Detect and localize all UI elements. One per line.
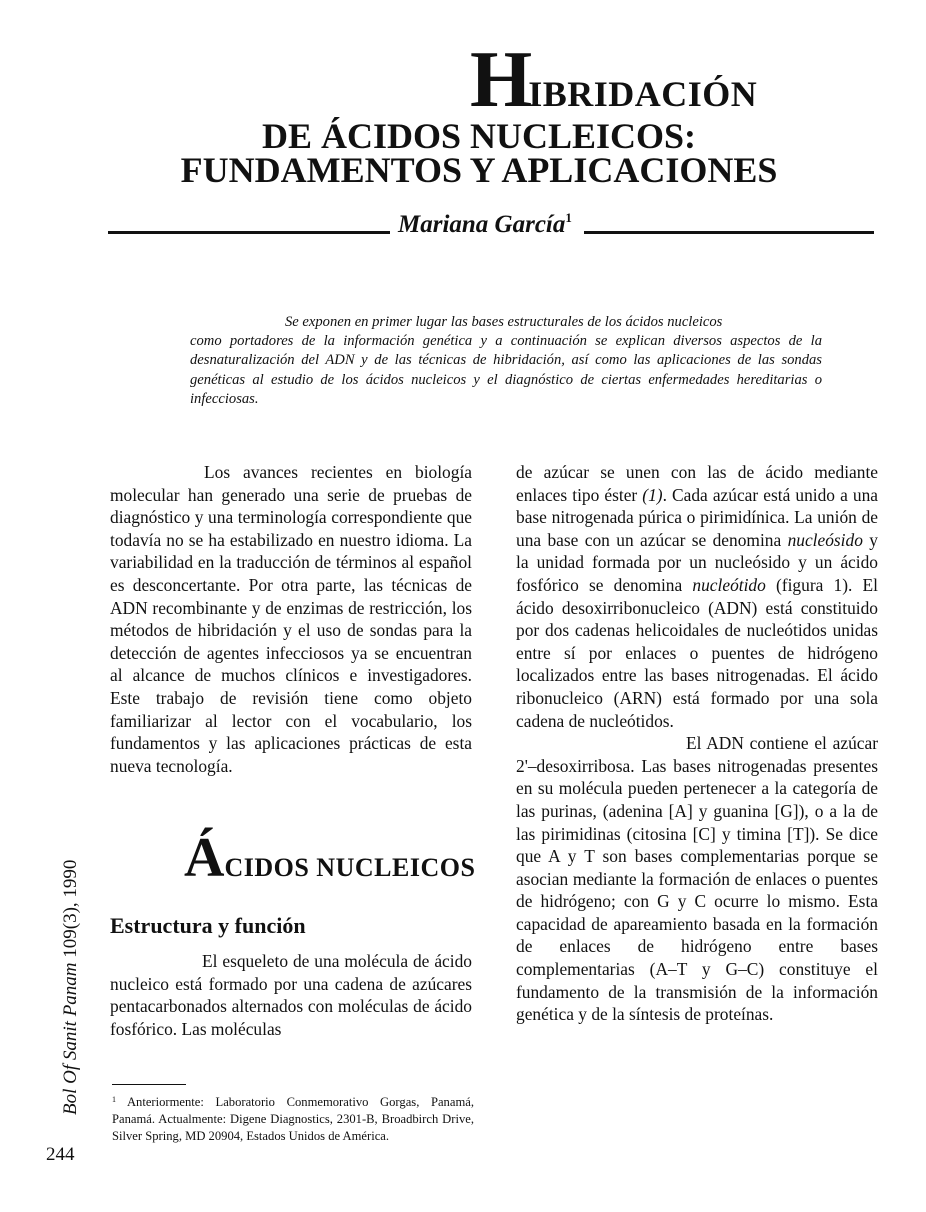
- footnote-mark: 1: [112, 1095, 116, 1104]
- page-number: 244: [46, 1144, 75, 1165]
- right-paragraph-2: El ADN contiene el azúcar 2'–desoxirribosa. Las bases nitrogenadas presentes en su molécula pueden pertenecer a la categoría de las purinas, (adenina [A] y guanina [G]), o a la de las pirimidinas (citosina [C] y timina [T]). Se dice que A y T son bases complementarias porque se asocian mediante la formación de enlaces o puentes de hidrógeno; con G y C ocurre lo mismo. Esta capacidad de apareamiento basada en la formación de enlaces de hidrógeno entre bases complementarias (A–T y G–C) constituye el fundamento de la transmisión de la información genética y de la síntesis de proteínas.: [516, 733, 878, 1025]
- title-line-2: DE ÁCIDOS NUCLEICOS:: [261, 116, 697, 156]
- right-paragraph-1: [516, 461, 878, 732]
- footnote-rule: [112, 1084, 186, 1085]
- author-footnote-mark: 1: [565, 210, 572, 225]
- term-nucleosido: nucleósido: [787, 529, 863, 550]
- footnote-text: Anteriormente: Laboratorio Conmemorativo Gorgas, Panamá, Panamá. Actualmente: Digene Diagnostics, 2301-B, Broadbirch Drive, Silver Spring, MD 20904, Estados Unidos de América.: [112, 1095, 474, 1143]
- right-p1-a: de azúcar se unen con las de ácido mediante enlaces tipo éster: [516, 462, 878, 505]
- section-paragraph: El esqueleto de una molécula de ácido nucleico está formado por una cadena de azúcares pentacarbonados alternados con moléculas de ácido fosfórico. Las moléculas: [110, 951, 472, 1039]
- term-nucleotido: nucleótido: [692, 574, 766, 595]
- right-column: [516, 461, 878, 1026]
- right-p1-d: (figura 1). El ácido desoxirribonucleico (ADN) está constituido por dos cadenas helicoidales de nucleótidos unidas entre sí por enlaces o puentes de hidrógeno localizados entre las bases nitrogenadas. El ácido ribonucleico (ARN) está formado por una sola cadena de nucleótidos.: [516, 574, 878, 731]
- left-column-intro: [110, 461, 472, 777]
- author-rule-right: [584, 231, 874, 234]
- reference-1: (1): [642, 484, 663, 505]
- title-initial-letter: H: [470, 36, 531, 124]
- footnote: [112, 1092, 474, 1144]
- author-name-text: Mariana García: [398, 211, 566, 238]
- journal-name: Bol Of Sanit Panam: [60, 962, 81, 1115]
- section-initial-letter: Á: [184, 827, 225, 889]
- abstract: [190, 313, 822, 409]
- title-line-3: FUNDAMENTOS Y APLICACIONES: [180, 150, 778, 190]
- right-p1-b: . Cada azúcar está unido a una base nitrogenada púrica o pirimidínica. La unión de una base con un azúcar se denomina: [516, 484, 878, 550]
- title-word-rest: IBRIDACIÓN: [528, 74, 758, 114]
- left-column-section-text: [110, 950, 472, 1040]
- subheading: Estructura y función: [110, 913, 306, 938]
- author-name: [398, 210, 572, 239]
- journal-volume: 109(3), 1990: [60, 859, 81, 958]
- author-rule-left: [108, 231, 390, 234]
- journal-citation: [60, 835, 82, 1115]
- right-p1-c: y la unidad formada por un nucleósido y un ácido fosfórico se denomina: [516, 529, 878, 595]
- section-heading: [184, 827, 476, 889]
- title-line-1: [470, 36, 758, 124]
- intro-paragraph: Los avances recientes en biología molecular han generado una serie de pruebas de diagnóstico y una terminología correspondiente que todavía no se ha estabilizado en nuestro idioma. La variabilidad en la traducción de términos al español es desconcertante. Por otra parte, las técnicas de ADN recombinante y de enzimas de restricción, los métodos de hibridación y el uso de sondas para la detección de agentes infecciosos ya se encuentran al alcance de muchos clínicos e investigadores. Este trabajo de revisión tiene como objeto familiarizar al lector con el vocabulario, los fundamentos y las aplicaciones prácticas de esta nueva tecnología.: [110, 462, 472, 776]
- abstract-first-line: Se exponen en primer lugar las bases estructurales de los ácidos nucleicos: [285, 314, 723, 330]
- abstract-rest: como portadores de la información genética y a continuación se explican diversos aspectos de la desnaturalización del ADN y de las técnicas de hibridación, así como las aplicaciones de las sondas genéticas al estudio de los ácidos nucleicos y el diagnóstico de ciertas enfermedades hereditarias o infecciosas.: [190, 333, 822, 407]
- section-heading-rest: CIDOS NUCLEICOS: [224, 853, 476, 882]
